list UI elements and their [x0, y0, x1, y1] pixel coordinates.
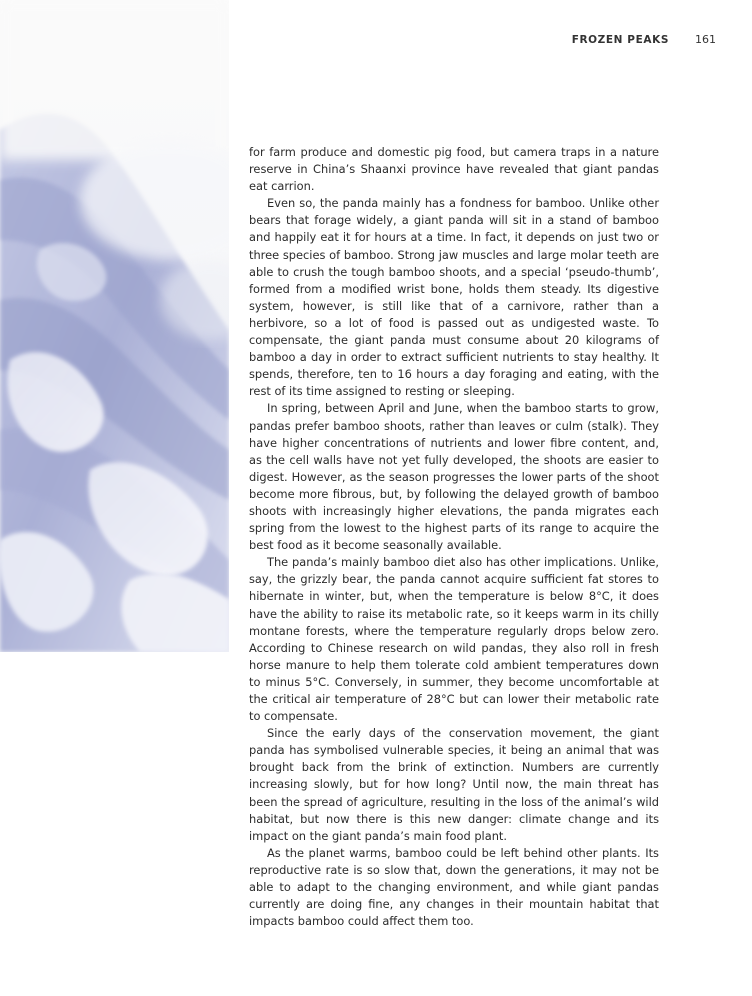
paragraph-5: Since the early days of the conservation movement, the giant panda has symbolised vulnerable species, it being an animal that was brought back from the brink of extinction. Numbers are currently increasing slowly, but for how long? Until now, the main threat has been the spread of agriculture, resulting in the loss of the animal’s wild habitat, but now there is this new danger: climate change and its impact on the giant panda’s main food plant. [249, 726, 659, 843]
paragraph-1: for farm produce and domestic pig food, but camera traps in a nature reserve in China’s Shaanxi province have revealed that giant pandas eat carrion. [249, 145, 659, 194]
snowy-mountain-illustration [0, 0, 229, 652]
running-head [572, 33, 716, 46]
section-title: FROZEN PEAKS [571, 33, 669, 46]
paragraph-3: In spring, between April and June, when the bamboo starts to grow, pandas prefer bamboo shoots, rather than leaves or culm (stalk). They have higher concentrations of nutrients and lower fibre content, and, as the cell walls have not yet fully developed, the shoots are easier to digest. However, as the season progresses the lower parts of the shoot become more fibrous, but, by following the delayed growth of bamboo shoots with increasingly higher elevations, the panda migrates each spring from the lowest to the highest parts of its range to acquire the best food as it become seasonally available. [249, 401, 659, 553]
page-number: 161 [695, 33, 716, 46]
mountain-photo [0, 0, 229, 652]
paragraph-2: Even so, the panda mainly has a fondness for bamboo. Unlike other bears that forage widely, a giant panda will sit in a stand of bamboo and happily eat it for hours at a time. In fact, it depends on just two or three species of bamboo. Strong jaw muscles and large molar teeth are able to crush the tough bamboo shoots, and a special ‘pseudo-thumb’, formed from a modified wrist bone, holds them steady. Its digestive system, however, is still like that of a carnivore, rather than a herbivore, so a lot of food is passed out as undigested waste. To compensate, the giant panda must consume about 20 kilograms of bamboo a day in order to extract sufficient nutrients to stay healthy. It spends, therefore, ten to 16 hours a day foraging and eating, with the rest of its time assigned to resting or sleeping. [249, 196, 659, 399]
paragraph-6: As the planet warms, bamboo could be left behind other plants. Its reproductive rate is so slow that, down the generations, it may not be able to adapt to the changing environment, and while giant pandas currently are doing fine, any changes in their mountain habitat that impacts bamboo could affect them too. [249, 845, 659, 929]
body-text [249, 144, 659, 930]
paragraph-4: The panda’s mainly bamboo diet also has other implications. Unlike, say, the grizzly bear, the panda cannot acquire sufficient fat stores to hibernate in winter, but, when the temperature is below 8°C, it does have the ability to raise its metabolic rate, so it keeps warm in its chilly montane forests, where the temperature regularly drops below zero. According to Chinese research on wild pandas, they also roll in fresh horse manure to help them tolerate cold ambient temperatures down to minus 5°C. Conversely, in summer, they become uncomfortable at the critical air temperature of 28°C but can lower their metabolic rate to compensate. [249, 555, 659, 724]
